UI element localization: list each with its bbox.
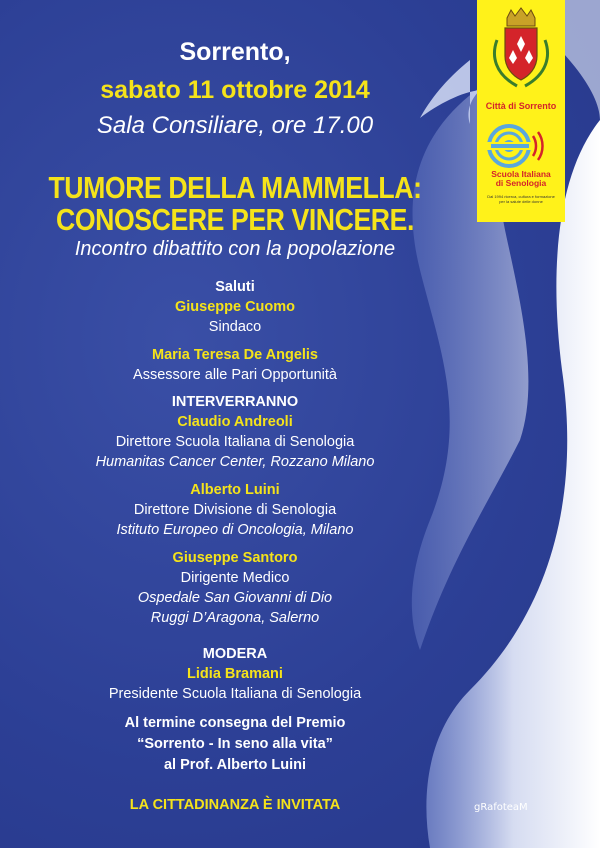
school-tagline-line2: per la salute delle donne [499,199,543,204]
school-tagline-line1: Dal 1994 ricerca, cultura e formazione [487,194,555,199]
invitation-footer: LA CITTADINANZA È INVITATA [129,797,341,813]
title-line1: TUMORE DELLA MAMMELLA: [48,170,422,205]
school-logo-icon [477,122,565,172]
speakers-heading: INTERVERRANNO [171,394,299,410]
moderator-role: Presidente Scuola Italiana di Senologia [108,686,362,702]
p2-name: Maria Teresa De Angelis [151,347,318,363]
s1-org: Humanitas Cancer Center, Rozzano Milano [95,454,375,470]
s2-org: Istituto Europeo di Oncologia, Milano [116,522,354,538]
p2-role: Assessore alle Pari Opportunità [133,367,337,383]
s2-role: Direttore Divisione di Senologia [133,502,337,518]
coat-of-arms-icon [477,0,565,100]
s2-name: Alberto Luini [190,482,280,498]
s1-role: Direttore Scuola Italiana di Senologia [115,434,355,450]
moderator-name: Lidia Bramani [187,666,283,682]
s3-org-line2: Ruggi D’Aragona, Salerno [150,610,320,626]
greetings-heading: Saluti [215,279,255,295]
p1-role: Sindaco [208,319,262,335]
event-date: sabato 11 ottobre 2014 [100,76,370,104]
s3-org-line1: Ospedale San Giovanni di Dio [137,590,333,606]
city-label: Città di Sorrento [485,101,557,111]
design-credit: gRafoteaM [474,802,528,813]
award-line1: Al termine consegna del Premio [124,715,346,731]
school-name-line1: Scuola Italiana [491,169,551,179]
event-city: Sorrento, [179,38,291,66]
school-name-line2: di Senologia [495,178,547,188]
s3-name: Giuseppe Santoro [172,550,298,566]
sponsor-badge [477,0,565,222]
title-line2: CONOSCERE PER VINCERE. [56,202,414,237]
event-venue: Sala Consiliare, ore 17.00 [96,112,374,139]
award-line3: al Prof. Alberto Luini [163,757,307,773]
s3-role: Dirigente Medico [180,570,290,586]
s1-name: Claudio Andreoli [177,414,293,430]
subtitle: Incontro dibattito con la popolazione [74,238,396,260]
award-line2: “Sorrento - In seno alla vita” [137,736,333,752]
moderator-heading: MODERA [202,646,268,662]
p1-name: Giuseppe Cuomo [174,299,296,315]
